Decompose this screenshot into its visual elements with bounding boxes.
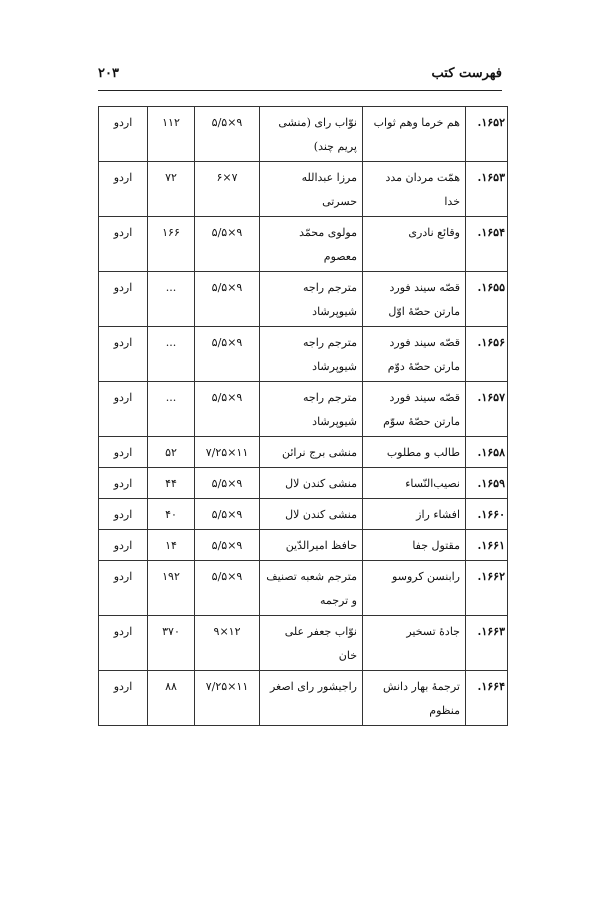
book-title: مقتول جفا [363, 530, 466, 561]
author-name: راجیشور رای اصغر [260, 671, 363, 726]
book-title: طالب و مطلوب [363, 437, 466, 468]
author-name: حافظ امیرالدّین [260, 530, 363, 561]
page-count: ۳۷۰ [148, 616, 195, 671]
book-language: اردو [99, 382, 148, 437]
table-row [99, 561, 508, 616]
book-language: اردو [99, 272, 148, 327]
book-size: ۹×۵/۵ [195, 561, 260, 616]
running-title: فهرست کتب [431, 66, 502, 81]
book-language: اردو [99, 217, 148, 272]
table-row [99, 107, 508, 162]
book-language: اردو [99, 162, 148, 217]
entry-number: ۱۶۶۰. [466, 499, 508, 530]
book-size: ۹×۵/۵ [195, 499, 260, 530]
book-size: ۹×۵/۵ [195, 530, 260, 561]
book-title: ترجمۀ بهار دانش منظوم [363, 671, 466, 726]
book-language: اردو [99, 616, 148, 671]
table-row [99, 327, 508, 382]
page-header [98, 66, 502, 88]
book-title: قصّه سیند فورد مارتن حصّۀ اوّل [363, 272, 466, 327]
book-size: ۹×۵/۵ [195, 272, 260, 327]
entry-number: ۱۶۵۶. [466, 327, 508, 382]
author-name: نوّاب جعفر علی خان [260, 616, 363, 671]
table-row [99, 499, 508, 530]
book-title: همّت مردان مدد خدا [363, 162, 466, 217]
page-count: ۱۱۲ [148, 107, 195, 162]
author-name: مترجم راجه شیوپرشاد [260, 272, 363, 327]
book-size: ۹×۵/۵ [195, 382, 260, 437]
book-size: ۹×۵/۵ [195, 107, 260, 162]
entry-number: ۱۶۵۴. [466, 217, 508, 272]
entry-number: ۱۶۶۴. [466, 671, 508, 726]
author-name: مرزا عبدالله حسرتی [260, 162, 363, 217]
page-count: ۴۴ [148, 468, 195, 499]
book-title: وقائع نادری [363, 217, 466, 272]
entry-number: ۱۶۵۵. [466, 272, 508, 327]
book-size: ۱۱×۷/۲۵ [195, 671, 260, 726]
book-language: اردو [99, 437, 148, 468]
page-count: ۴۰ [148, 499, 195, 530]
table-row [99, 382, 508, 437]
table-row [99, 272, 508, 327]
book-language: اردو [99, 561, 148, 616]
table-row [99, 162, 508, 217]
page-count: ۸۸ [148, 671, 195, 726]
page-count: ... [148, 327, 195, 382]
book-title: قصّه سیند فورد مارتن حصّۀ دوّم [363, 327, 466, 382]
book-size: ۱۱×۷/۲۵ [195, 437, 260, 468]
entry-number: ۱۶۵۲. [466, 107, 508, 162]
entry-number: ۱۶۶۲. [466, 561, 508, 616]
page-number: ۲۰۳ [98, 66, 119, 81]
header-rule [98, 90, 502, 91]
book-size: ۹×۵/۵ [195, 217, 260, 272]
author-name: منشی کندن لال [260, 468, 363, 499]
catalog-table-body [99, 107, 508, 726]
page-count: ۱۹۲ [148, 561, 195, 616]
author-name: منشی برج نرائن [260, 437, 363, 468]
author-name: مترجم راجه شیوپرشاد [260, 327, 363, 382]
author-name: نوّاب رای (منشی پریم چند) [260, 107, 363, 162]
book-language: اردو [99, 671, 148, 726]
page-count: ۵۲ [148, 437, 195, 468]
book-size: ۱۲×۹ [195, 616, 260, 671]
table-row [99, 217, 508, 272]
book-title: افشاء راز [363, 499, 466, 530]
book-size: ۹×۵/۵ [195, 327, 260, 382]
page-count: ۱۴ [148, 530, 195, 561]
book-title: نصیب‌النّساء [363, 468, 466, 499]
author-name: مولوی محمّد معصوم [260, 217, 363, 272]
entry-number: ۱۶۶۱. [466, 530, 508, 561]
table-row [99, 671, 508, 726]
page-count: ۱۶۶ [148, 217, 195, 272]
page-count: ۷۲ [148, 162, 195, 217]
entry-number: ۱۶۵۹. [466, 468, 508, 499]
book-language: اردو [99, 327, 148, 382]
book-title: قصّه سیند فورد مارتن حصّۀ سوّم [363, 382, 466, 437]
table-row [99, 616, 508, 671]
entry-number: ۱۶۵۳. [466, 162, 508, 217]
book-title: رابنسن کروسو [363, 561, 466, 616]
entry-number: ۱۶۵۷. [466, 382, 508, 437]
book-title: هم خرما وهم ثواب [363, 107, 466, 162]
book-language: اردو [99, 468, 148, 499]
author-name: مترجم شعبه تصنیف و ترجمه [260, 561, 363, 616]
book-size: ۹×۵/۵ [195, 468, 260, 499]
book-language: اردو [99, 530, 148, 561]
book-language: اردو [99, 499, 148, 530]
book-size: ۷×۶ [195, 162, 260, 217]
page-count: ... [148, 272, 195, 327]
table-row [99, 468, 508, 499]
page-count: ... [148, 382, 195, 437]
table-row [99, 530, 508, 561]
entry-number: ۱۶۶۳. [466, 616, 508, 671]
catalog-table [98, 106, 508, 726]
entry-number: ۱۶۵۸. [466, 437, 508, 468]
author-name: منشی کندن لال [260, 499, 363, 530]
author-name: مترجم راجه شیوپرشاد [260, 382, 363, 437]
table-row [99, 437, 508, 468]
book-title: جادۀ تسخیر [363, 616, 466, 671]
book-language: اردو [99, 107, 148, 162]
